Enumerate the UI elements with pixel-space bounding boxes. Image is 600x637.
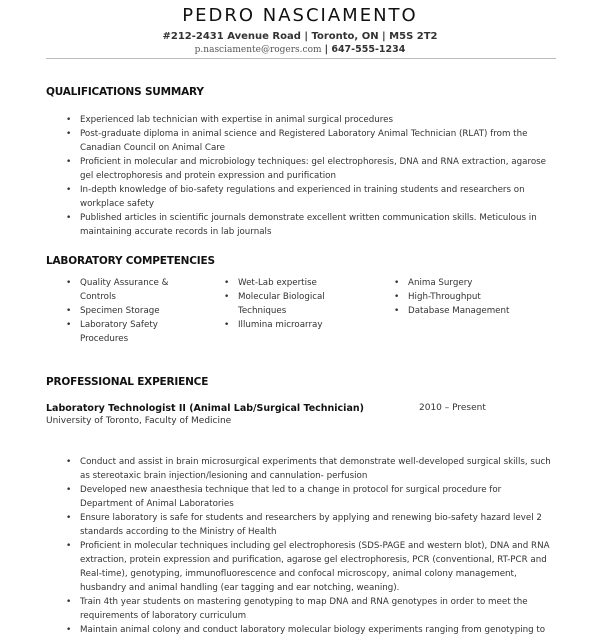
list-item: • Proficient in molecular and microbiology techniques: gel electrophoresis, DNA and RNA extraction, agarose gel electrophoresis and protein expression and purification	[66, 155, 556, 183]
address-line: #212-2431 Avenue Road | Toronto, ON | M5S 2T2	[162, 31, 438, 42]
email-link[interactable]: p.nasciamente@rogers.com	[194, 45, 322, 55]
list-item: • Laboratory Safety Procedures	[66, 318, 176, 346]
experience-list	[66, 455, 556, 637]
list-item: • Illumina microarray	[224, 318, 342, 332]
competencies-column-3	[394, 276, 534, 318]
competencies-column-2	[224, 276, 342, 332]
list-item: • Conduct and assist in brain microsurgical experiments that demonstrate well-developed surgical skills, such as stereotaxic brain injection/lesioning and cannulation- perfusion	[66, 455, 556, 483]
list-item: • Molecular Biological Techniques	[224, 290, 342, 318]
list-item: • Developed new anaesthesia technique that led to a change in protocol for surgical procedure for Department of Animal Laboratories	[66, 483, 556, 511]
header-divider	[46, 58, 556, 59]
list-item: • Ensure laboratory is safe for students and researchers by applying and renewing bio-safety hazard level 2 standards according to the Ministry of Health	[66, 511, 556, 539]
job-organization: University of Toronto, Faculty of Medicine	[46, 416, 232, 426]
list-item: • Database Management	[394, 304, 534, 318]
candidate-name: PEDRO NASCIAMENTO	[182, 5, 418, 26]
contact-line	[0, 44, 600, 55]
list-item: • Train 4th year students on mastering genotyping to map DNA and RNA genotypes in order to meet the requirements of laboratory curriculum	[66, 595, 556, 623]
list-item: • Wet-Lab expertise	[224, 276, 342, 290]
qualifications-heading: QUALIFICATIONS SUMMARY	[46, 86, 204, 98]
list-item: • High-Throughput	[394, 290, 534, 304]
list-item: • Experienced lab technician with expertise in animal surgical procedures	[66, 113, 556, 127]
list-item: • Proficient in molecular techniques including gel electrophoresis (SDS-PAGE and western blot), DNA and RNA extraction, protein expression and purification, agarose gel electrophoresis, PCR (conventional, RT-PCR and Real-time), genotyping, immunofluorescence and confocal microscopy, animal colony management, husbandry and animal handling (ear tagging and ear notching, weaning).	[66, 539, 556, 595]
experience-heading: PROFESSIONAL EXPERIENCE	[46, 376, 209, 388]
competencies-column-1	[66, 276, 176, 346]
list-item: • Maintain animal colony and conduct laboratory molecular biology experiments ranging from genotyping to	[66, 623, 556, 637]
qualifications-list	[66, 113, 556, 239]
phone-number: | 647-555-1234	[324, 44, 406, 55]
competencies-heading: LABORATORY COMPETENCIES	[46, 255, 215, 267]
job-title: Laboratory Technologist II (Animal Lab/Surgical Technician)	[46, 403, 364, 414]
list-item: • Anima Surgery	[394, 276, 534, 290]
list-item: • Specimen Storage	[66, 304, 176, 318]
list-item: • In-depth knowledge of bio-safety regulations and experienced in training students and researchers on workplace safety	[66, 183, 556, 211]
list-item: • Published articles in scientific journals demonstrate excellent written communication skills. Meticulous in maintaining accurate records in lab journals	[66, 211, 556, 239]
list-item: • Post-graduate diploma in animal science and Registered Laboratory Animal Technician (RLAT) from the Canadian Council on Animal Care	[66, 127, 556, 155]
job-dates: 2010 – Present	[419, 403, 486, 413]
list-item: • Quality Assurance & Controls	[66, 276, 176, 304]
